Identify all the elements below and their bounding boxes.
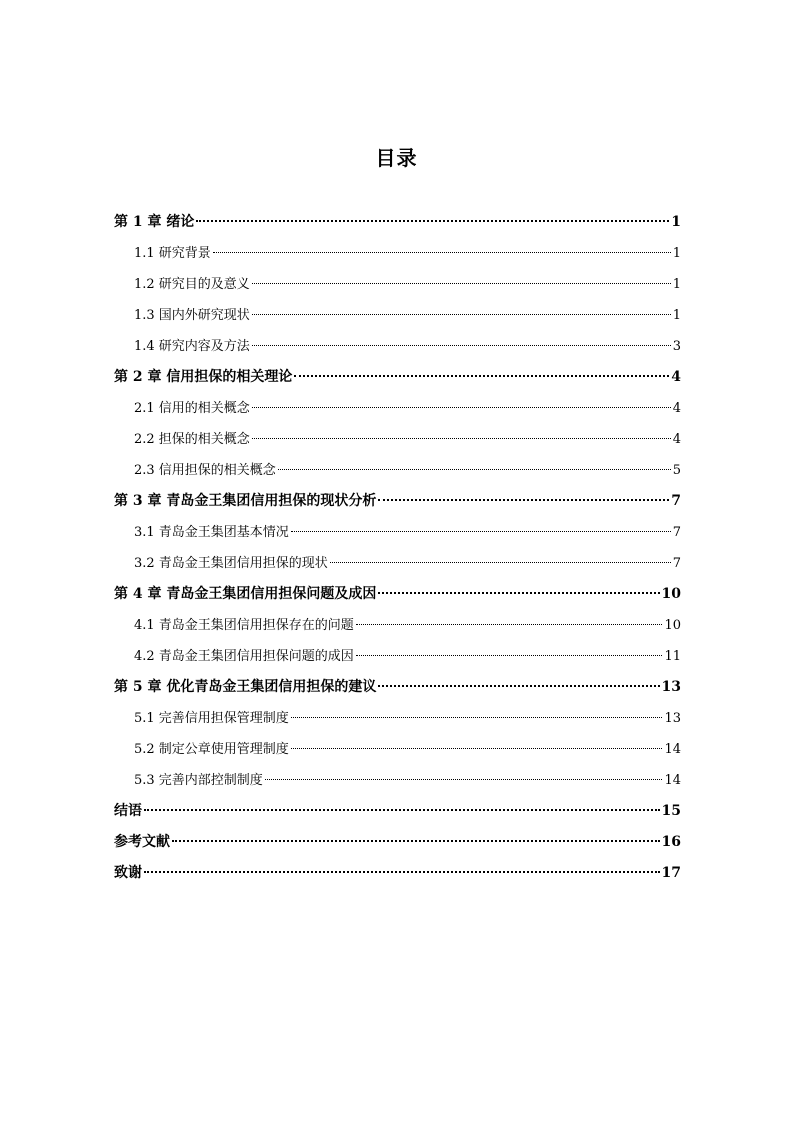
toc-page-number: 7: [672, 556, 681, 571]
toc-dot-leader: [378, 499, 669, 501]
toc-entry-label: 4.2 青岛金王集团信用担保问题的成因: [134, 649, 354, 664]
toc-entry-label: 5.2 制定公章使用管理制度: [134, 742, 289, 757]
toc-chapter-entry[interactable]: [114, 207, 681, 238]
toc-dot-leader: [265, 779, 663, 780]
toc-dot-leader: [291, 748, 663, 749]
toc-page-number: 1: [671, 214, 681, 230]
toc-section-entry[interactable]: [114, 548, 681, 579]
toc-page-number: 1: [672, 277, 681, 292]
toc-entry-label: 致谢: [114, 865, 142, 881]
toc-dot-leader: [144, 871, 660, 873]
toc-entry-label: 4.1 青岛金王集团信用担保存在的问题: [134, 618, 354, 633]
toc-chapter-entry[interactable]: [114, 796, 681, 827]
toc-page-number: 15: [661, 803, 681, 819]
toc-entry-label: 结语: [114, 803, 142, 819]
toc-page-number: 14: [664, 742, 681, 757]
toc-chapter-entry[interactable]: [114, 858, 681, 889]
toc-section-entry[interactable]: [114, 269, 681, 300]
toc-dot-leader: [144, 809, 660, 811]
toc-section-entry[interactable]: [114, 517, 681, 548]
toc-dot-leader: [213, 252, 671, 253]
toc-page-number: 14: [664, 773, 681, 788]
toc-entry-label: 1.4 研究内容及方法: [134, 339, 250, 354]
toc-dot-leader: [294, 375, 669, 377]
toc-section-entry[interactable]: [114, 765, 681, 796]
toc-entry-label: 第 4 章 青岛金王集团信用担保问题及成因: [114, 586, 377, 602]
toc-dot-leader: [252, 407, 671, 408]
toc-section-entry[interactable]: [114, 393, 681, 424]
toc-entry-label: 1.2 研究目的及意义: [134, 277, 250, 292]
toc-page-number: 1: [672, 246, 681, 261]
toc-entry-label: 第 5 章 优化青岛金王集团信用担保的建议: [114, 679, 377, 695]
toc-entry-label: 参考文献: [114, 834, 170, 850]
toc-entry-label: 3.1 青岛金王集团基本情况: [134, 525, 289, 540]
toc-dot-leader: [252, 314, 671, 315]
toc-section-entry[interactable]: [114, 734, 681, 765]
toc-dot-leader: [278, 469, 671, 470]
toc-section-entry[interactable]: [114, 300, 681, 331]
toc-page-number: 13: [661, 679, 681, 695]
toc-section-entry[interactable]: [114, 641, 681, 672]
toc-page-number: 7: [672, 525, 681, 540]
toc-page-number: 1: [672, 308, 681, 323]
toc-entry-label: 第 1 章 绪论: [114, 214, 195, 230]
toc-page-number: 5: [672, 463, 681, 478]
toc-section-entry[interactable]: [114, 331, 681, 362]
toc-entry-label: 第 2 章 信用担保的相关理论: [114, 369, 293, 385]
table-of-contents: [114, 207, 681, 889]
toc-page-number: 4: [671, 369, 681, 385]
page-title: 目录: [375, 146, 418, 170]
toc-dot-leader: [252, 283, 671, 284]
toc-dot-leader: [356, 624, 663, 625]
toc-page-number: 13: [664, 711, 681, 726]
toc-page-number: 10: [664, 618, 681, 633]
toc-entry-label: 2.1 信用的相关概念: [134, 401, 250, 416]
toc-entry-label: 第 3 章 青岛金王集团信用担保的现状分析: [114, 493, 377, 509]
toc-page-number: 7: [671, 493, 681, 509]
toc-dot-leader: [291, 717, 663, 718]
toc-section-entry[interactable]: [114, 610, 681, 641]
toc-dot-leader: [196, 220, 669, 222]
toc-dot-leader: [252, 438, 671, 439]
toc-section-entry[interactable]: [114, 238, 681, 269]
toc-dot-leader: [378, 592, 659, 594]
toc-entry-label: 2.3 信用担保的相关概念: [134, 463, 276, 478]
toc-page-number: 3: [672, 339, 681, 354]
toc-entry-label: 5.1 完善信用担保管理制度: [134, 711, 289, 726]
toc-page-number: 16: [661, 834, 681, 850]
toc-dot-leader: [356, 655, 663, 656]
toc-page-number: 4: [672, 432, 681, 447]
toc-chapter-entry[interactable]: [114, 827, 681, 858]
toc-chapter-entry[interactable]: [114, 362, 681, 393]
toc-chapter-entry[interactable]: [114, 486, 681, 517]
toc-entry-label: 2.2 担保的相关概念: [134, 432, 250, 447]
toc-entry-label: 1.1 研究背景: [134, 246, 211, 261]
toc-section-entry[interactable]: [114, 455, 681, 486]
toc-dot-leader: [330, 562, 671, 563]
toc-section-entry[interactable]: [114, 424, 681, 455]
toc-dot-leader: [252, 345, 671, 346]
toc-page-number: 10: [661, 586, 681, 602]
toc-page-number: 11: [664, 649, 681, 664]
toc-entry-label: 3.2 青岛金王集团信用担保的现状: [134, 556, 328, 571]
toc-chapter-entry[interactable]: [114, 672, 681, 703]
toc-dot-leader: [291, 531, 671, 532]
toc-dot-leader: [378, 685, 659, 687]
toc-section-entry[interactable]: [114, 703, 681, 734]
toc-chapter-entry[interactable]: [114, 579, 681, 610]
toc-entry-label: 5.3 完善内部控制制度: [134, 773, 263, 788]
toc-page-number: 4: [672, 401, 681, 416]
toc-dot-leader: [172, 840, 660, 842]
toc-page-number: 17: [661, 865, 681, 881]
toc-entry-label: 1.3 国内外研究现状: [134, 308, 250, 323]
